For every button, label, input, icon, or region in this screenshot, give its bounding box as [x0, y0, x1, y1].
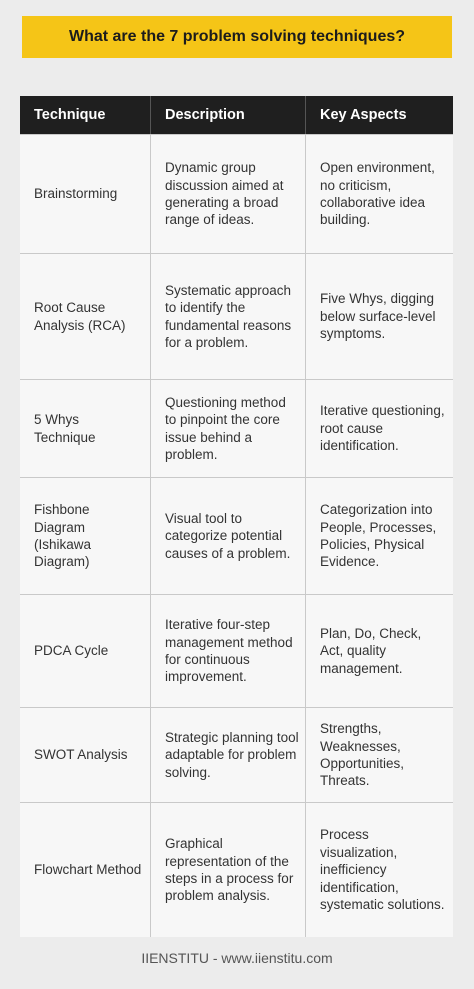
table-row: [20, 802, 453, 937]
technique-cell: Flowchart Method: [20, 803, 151, 937]
key-aspects-cell: Iterative questioning, root cause identification.: [320, 403, 445, 454]
key-aspects-cell: Strengths, Weaknesses, Opportunities, Threats.: [320, 721, 405, 789]
technique-cell: 5 Whys Technique: [20, 380, 151, 477]
techniques-table: [20, 96, 453, 937]
description-cell: Strategic planning tool adaptable for problem solving.: [151, 708, 306, 802]
page-title: What are the 7 problem solving techniques?: [22, 16, 452, 58]
key-aspects-cell: Categorization into People, Processes, Policies, Physical Evidence.: [320, 502, 437, 570]
technique-cell: SWOT Analysis: [20, 708, 151, 802]
key-aspects-cell: Plan, Do, Check, Act, quality management.: [320, 625, 422, 676]
header-key-aspects: Key Aspects: [320, 107, 407, 123]
description-cell: Visual tool to categorize potential causes of a problem.: [151, 478, 306, 594]
technique-cell: Brainstorming: [20, 135, 151, 253]
table-row: [20, 594, 453, 707]
table-row: [20, 134, 453, 253]
header-technique: Technique: [20, 96, 151, 134]
table-row: [20, 477, 453, 594]
description-cell: Iterative four-step management method for continuous improvement.: [151, 595, 306, 707]
table-row: [20, 379, 453, 477]
description-cell: Questioning method to pinpoint the core issue behind a problem.: [151, 380, 306, 477]
key-aspects-cell: Open environment, no criticism, collaborative idea building.: [320, 160, 435, 228]
footer-credit: IIENSTITU - www.iienstitu.com: [141, 950, 333, 966]
description-cell: Dynamic group discussion aimed at generating a broad range of ideas.: [151, 135, 306, 253]
table-row: [20, 707, 453, 802]
key-aspects-cell: Five Whys, digging below surface-level symptoms.: [320, 291, 436, 342]
table-row: [20, 253, 453, 379]
technique-cell: PDCA Cycle: [20, 595, 151, 707]
description-cell: Systematic approach to identify the fundamental reasons for a problem.: [151, 254, 306, 379]
header-description: Description: [151, 96, 306, 134]
table-header-row: [20, 96, 453, 134]
key-aspects-cell: Process visualization, inefficiency identification, systematic solutions.: [320, 827, 445, 913]
technique-cell: Fishbone Diagram (Ishikawa Diagram): [20, 478, 151, 594]
technique-cell: Root Cause Analysis (RCA): [20, 254, 151, 379]
description-cell: Graphical representation of the steps in a process for problem analysis.: [151, 803, 306, 937]
